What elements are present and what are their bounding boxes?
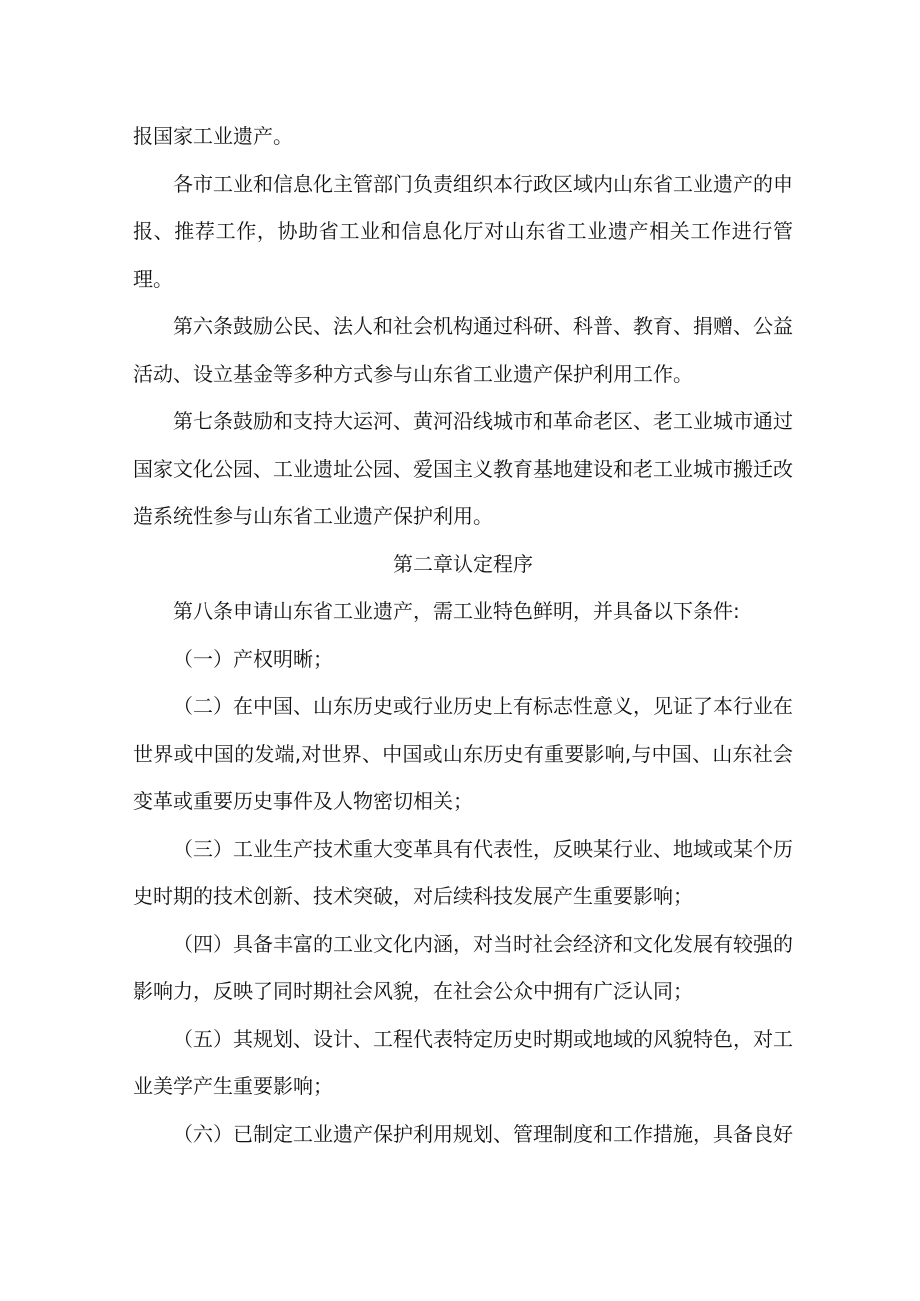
condition-item-2: （二）在中国、山东历史或行业历史上有标志性意义，见证了本行业在世界或中国的发端,对世界、中国或山东历史有重要影响,与中国、山东社会变革或重要历史事件及人物密切相关； bbox=[133, 694, 793, 813]
paragraph-municipal-duties: 各市工业和信息化主管部门负责组织本行政区域内山东省工业遗产的申报、推荐工作，协助省工业和信息化厅对山东省工业遗产相关工作进行管理。 bbox=[133, 171, 793, 291]
condition-item-1: （一）产权明晰； bbox=[173, 646, 333, 671]
chapter-heading: 第二章认定程序 bbox=[393, 551, 533, 576]
condition-item-4: （四）具备丰富的工业文化内涵，对当时社会经济和文化发展有较强的影响力，反映了同时期社会风貌，在社会公众中拥有广泛认同； bbox=[133, 931, 793, 1003]
paragraph-continuation: 报国家工业遗产。 bbox=[133, 124, 293, 148]
condition-item-5: （五）其规划、设计、工程代表特定历史时期或地域的风貌特色，对工业美学产生重要影响； bbox=[133, 1026, 793, 1098]
condition-item-3: （三）工业生产技术重大变革具有代表性，反映某行业、地域或某个历史时期的技术创新、技术突破，对后续科技发展产生重要影响； bbox=[133, 836, 793, 908]
paragraph-article-6: 第六条鼓励公民、法人和社会机构通过科研、科普、教育、捐赠、公益活动、设立基金等多种方式参与山东省工业遗产保护利用工作。 bbox=[133, 314, 793, 386]
paragraph-article-7: 第七条鼓励和支持大运河、黄河沿线城市和革命老区、老工业城市通过国家文化公园、工业遗址公园、爱国主义教育基地建设和老工业城市搬迁改造系统性参与山东省工业遗产保护利用。 bbox=[133, 409, 793, 528]
paragraph-article-8: 第八条申请山东省工业遗产，需工业特色鲜明，并具备以下条件: bbox=[173, 599, 740, 623]
document-body bbox=[133, 113, 793, 1158]
condition-item-6: （六）已制定工业遗产保护利用规划、管理制度和工作措施，具备良好 bbox=[173, 1121, 793, 1146]
